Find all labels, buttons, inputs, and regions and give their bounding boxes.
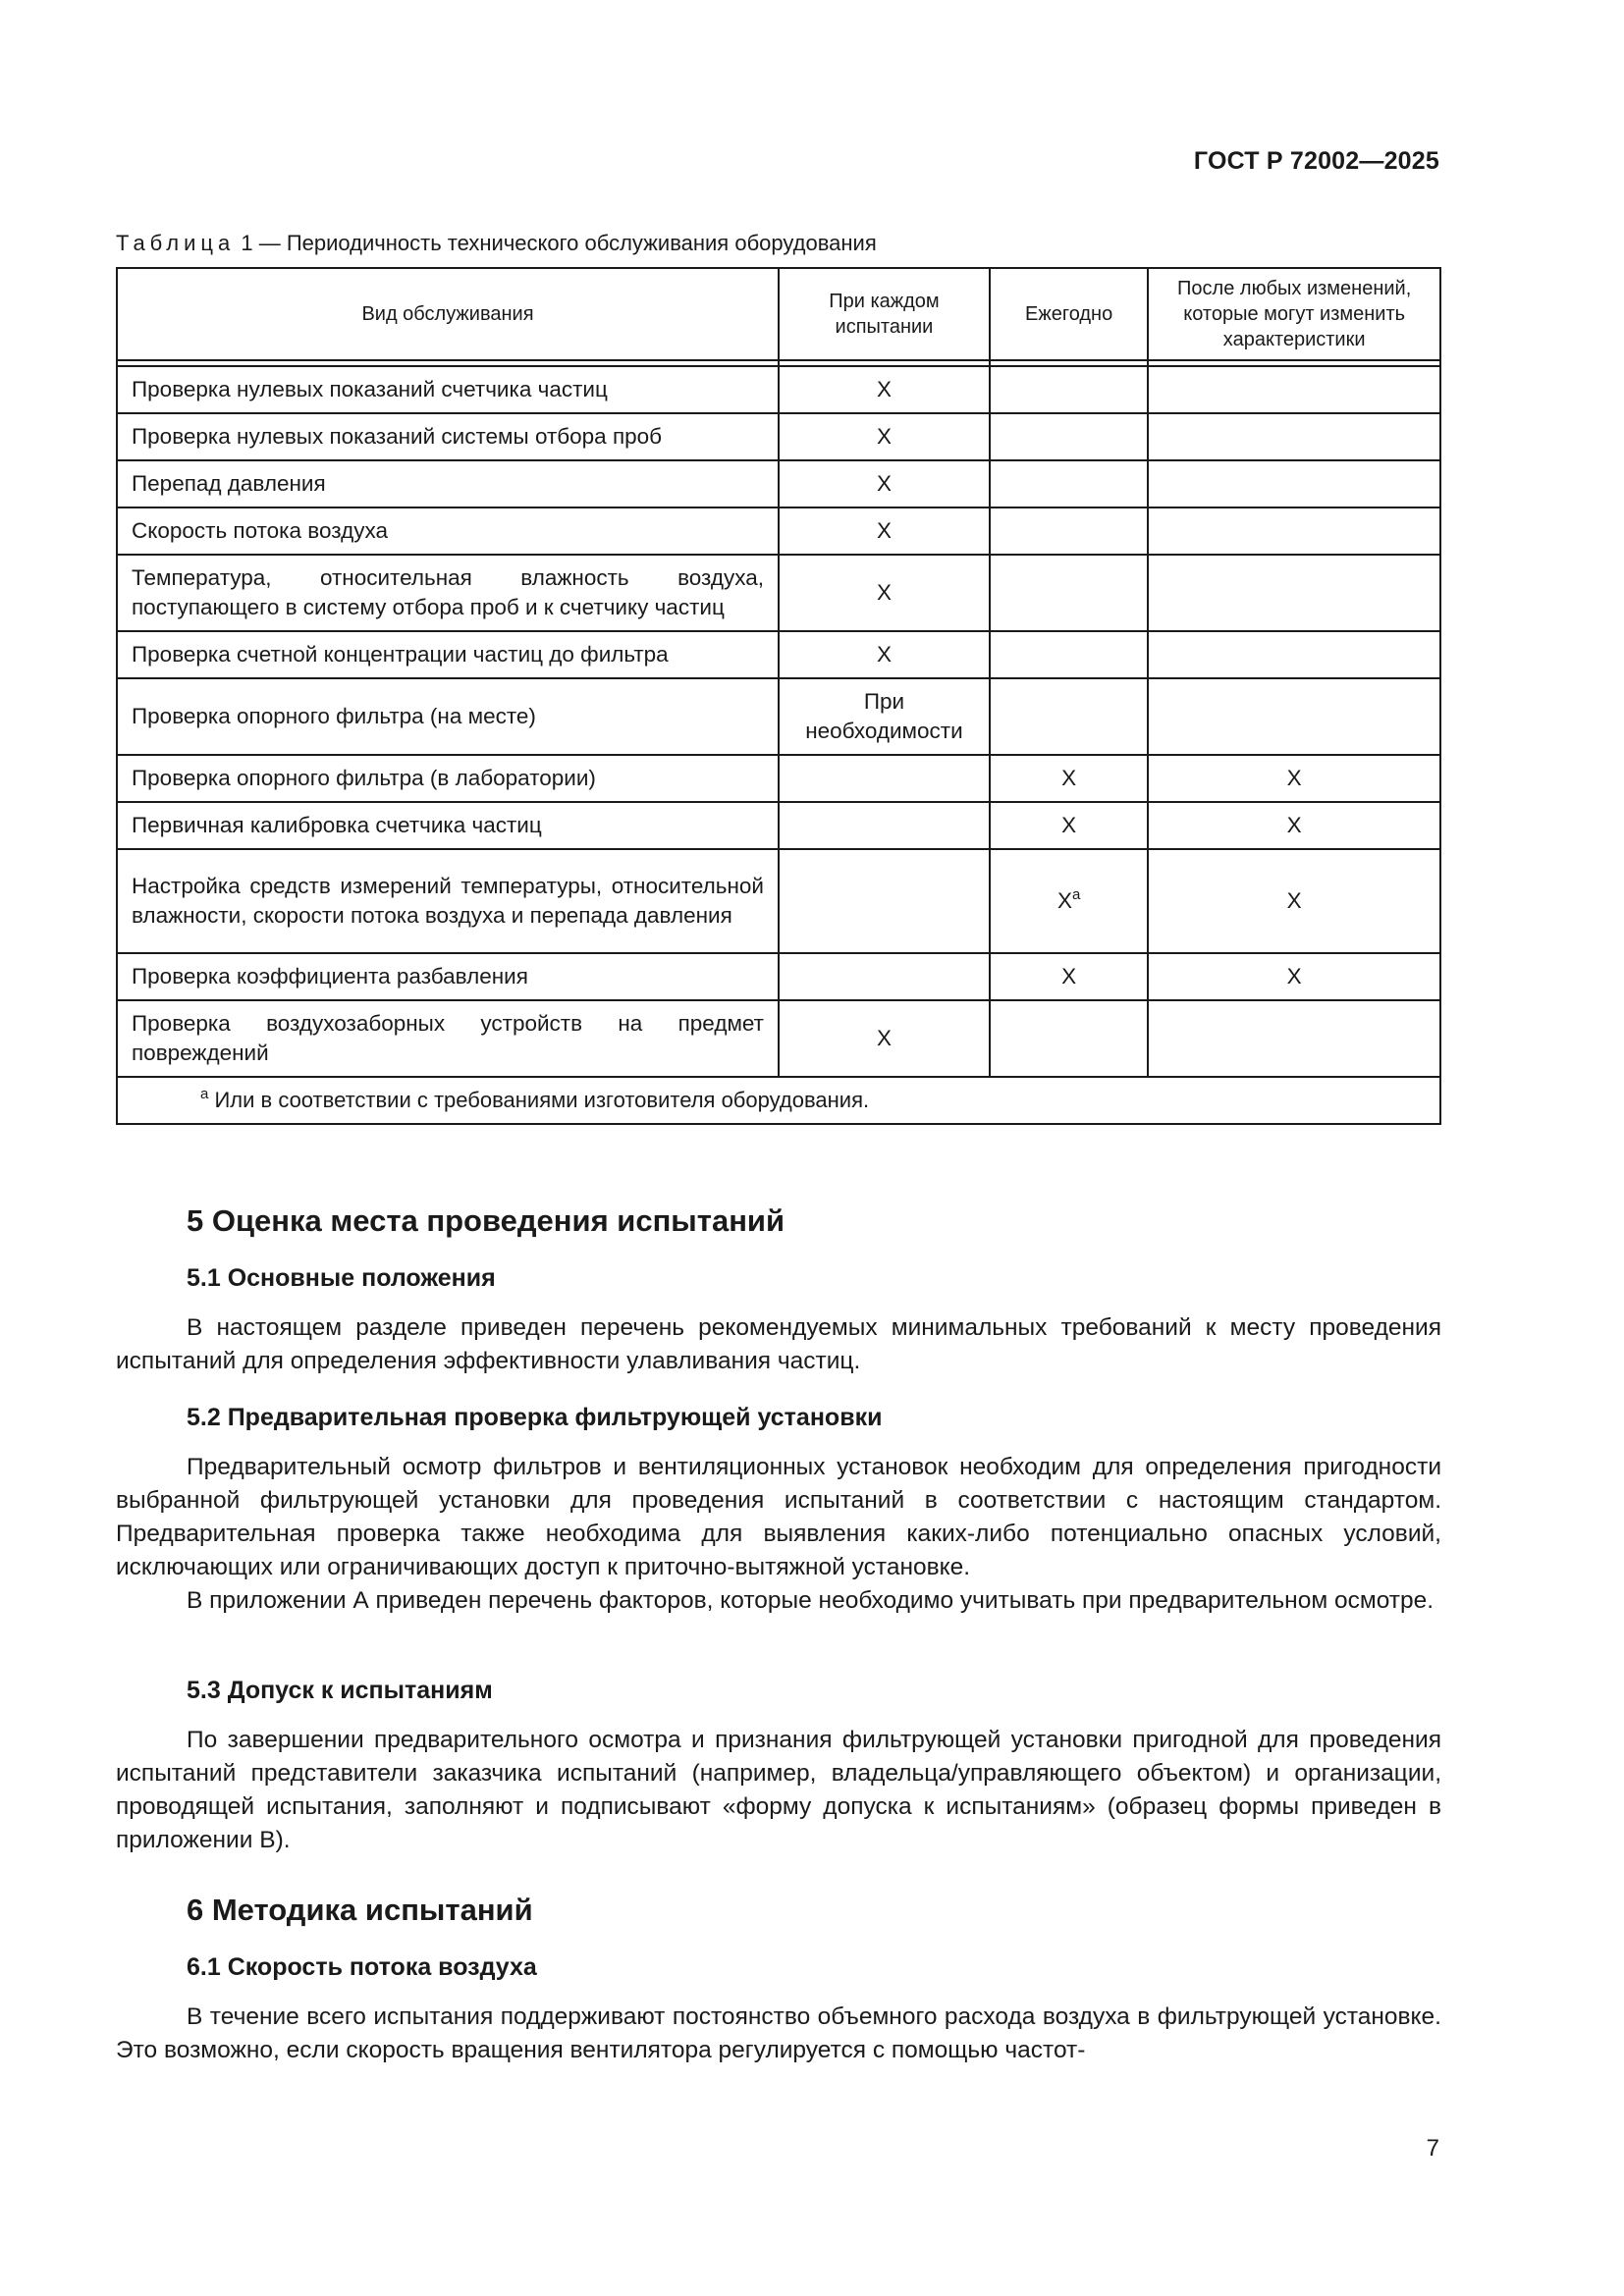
mark-yearly bbox=[990, 631, 1148, 678]
section-5-title: 5 Оценка места проведения испытаний bbox=[187, 1203, 785, 1238]
mark-each-test bbox=[779, 755, 990, 802]
mark-each-test bbox=[779, 953, 990, 1000]
section-5-2-paragraph-1: Предварительный осмотр фильтров и вентиляционных установок необходим для определения пригодности выбранной фильтрующей установки для проведения испытаний в соответствии с настоящим стандартом. Предварительная проверка также необходима для выявления каких-либо потенциально опасных условий, исключающих или ограничивающих доступ к приточно-вытяжной установке. bbox=[116, 1454, 1441, 1580]
table-row bbox=[117, 555, 1440, 631]
mark-each-test bbox=[779, 849, 990, 953]
mark-after-changes: X bbox=[1148, 755, 1440, 802]
mark-each-test: X bbox=[779, 507, 990, 555]
row-name: Перепад давления bbox=[117, 460, 779, 507]
mark-after-changes bbox=[1148, 507, 1440, 555]
section-6-1-title: 6.1 Скорость потока воздуха bbox=[187, 1953, 537, 1981]
page-number: 7 bbox=[1426, 2135, 1439, 2162]
row-name: Проверка воздухозаборных устройств на предмет повреждений bbox=[117, 1000, 779, 1077]
table-row bbox=[117, 802, 1440, 849]
table-row bbox=[117, 366, 1440, 413]
mark-yearly-value: X bbox=[1056, 888, 1072, 913]
table-row bbox=[117, 507, 1440, 555]
row-name: Проверка нулевых показаний счетчика частиц bbox=[117, 366, 779, 413]
footnote-row bbox=[117, 1077, 1440, 1124]
column-header: Вид обслуживания bbox=[117, 268, 779, 360]
section-6-title: 6 Методика испытаний bbox=[187, 1893, 533, 1927]
section-5-3-paragraph: По завершении предварительного осмотра и признания фильтрующей установки пригодной для проведения испытаний представители заказчика испытаний (например, владельца/управляющего объектом) и организации, проводящей испытания, заполняют и подписывают «форму допуска к испытаниям» (образец формы приведен в приложении В). bbox=[116, 1727, 1441, 1853]
table-row bbox=[117, 413, 1440, 460]
table-footnote bbox=[117, 1077, 1440, 1124]
mark-yearly bbox=[990, 460, 1148, 507]
footnote-text: Или в соответствии с требованиями изготовителя оборудования. bbox=[214, 1088, 870, 1112]
table-caption bbox=[116, 231, 877, 256]
mark-yearly bbox=[990, 507, 1148, 555]
mark-each-test bbox=[779, 802, 990, 849]
section-5-2-paragraph-2: В приложении А приведен перечень факторов, которые необходимо учитывать при предварительном осмотре. bbox=[187, 1587, 1435, 1614]
row-name: Температура, относительная влажность воздуха, поступающего в систему отбора проб и к счетчику частиц bbox=[117, 555, 779, 631]
mark-yearly: X bbox=[990, 802, 1148, 849]
row-name: Проверка коэффициента разбавления bbox=[117, 953, 779, 1000]
mark-after-changes bbox=[1148, 460, 1440, 507]
mark-each-test: X bbox=[779, 631, 990, 678]
section-6-1-paragraph: В течение всего испытания поддерживают постоянство объемного расхода воздуха в фильтрующей установке. Это возможно, если скорость вращения вентилятора регулируется с помощью частот- bbox=[116, 2003, 1441, 2063]
document-code: ГОСТ Р 72002—2025 bbox=[1193, 147, 1439, 175]
table-row bbox=[117, 631, 1440, 678]
column-header: После любых изменений, которые могут изменить характеристики bbox=[1148, 268, 1440, 360]
row-name: Настройка средств измерений температуры, относительной влажности, скорости потока воздуха и перепада давления bbox=[117, 849, 779, 953]
section-5-1-paragraph: В настоящем разделе приведен перечень рекомендуемых минимальных требований к месту проведения испытаний для определения эффективности улавливания частиц. bbox=[116, 1314, 1441, 1374]
table-caption-word: Таблица bbox=[116, 231, 236, 255]
mark-after-changes bbox=[1148, 555, 1440, 631]
mark-each-test: X bbox=[779, 555, 990, 631]
mark-after-changes: X bbox=[1148, 953, 1440, 1000]
table-row bbox=[117, 953, 1440, 1000]
column-header: Ежегодно bbox=[990, 268, 1148, 360]
section-5-2-title: 5.2 Предварительная проверка фильтрующей установки bbox=[187, 1404, 883, 1431]
mark-yearly bbox=[990, 1000, 1148, 1077]
row-name: Проверка нулевых показаний системы отбора проб bbox=[117, 413, 779, 460]
mark-after-changes: X bbox=[1148, 802, 1440, 849]
row-name: Проверка опорного фильтра (на месте) bbox=[117, 678, 779, 755]
mark-after-changes bbox=[1148, 1000, 1440, 1077]
mark-yearly: X bbox=[990, 953, 1148, 1000]
mark-yearly bbox=[990, 678, 1148, 755]
table-caption-text: 1 — Периодичность технического обслуживания оборудования bbox=[241, 231, 877, 255]
table-row bbox=[117, 849, 1440, 953]
mark-each-test: X bbox=[779, 1000, 990, 1077]
mark-yearly: X bbox=[990, 755, 1148, 802]
mark-each-test: X bbox=[779, 460, 990, 507]
mark-after-changes bbox=[1148, 678, 1440, 755]
row-name: Скорость потока воздуха bbox=[117, 507, 779, 555]
row-name: Проверка опорного фильтра (в лаборатории) bbox=[117, 755, 779, 802]
section-5-3-title: 5.3 Допуск к испытаниям bbox=[187, 1677, 493, 1704]
row-name: Проверка счетной концентрации частиц до фильтра bbox=[117, 631, 779, 678]
table-row bbox=[117, 1000, 1440, 1077]
mark-each-test: X bbox=[779, 413, 990, 460]
mark-after-changes bbox=[1148, 631, 1440, 678]
mark-after-changes: X bbox=[1148, 849, 1440, 953]
mark-yearly bbox=[990, 413, 1148, 460]
section-5-1-title: 5.1 Основные положения bbox=[187, 1264, 496, 1292]
footnote-ref: a bbox=[1071, 886, 1081, 903]
mark-yearly bbox=[990, 366, 1148, 413]
maintenance-table bbox=[116, 267, 1441, 1125]
table-row bbox=[117, 460, 1440, 507]
mark-after-changes bbox=[1148, 366, 1440, 413]
footnote-mark: a bbox=[200, 1086, 209, 1102]
row-name: Первичная калибровка счетчика частиц bbox=[117, 802, 779, 849]
mark-yearly bbox=[990, 555, 1148, 631]
table-row bbox=[117, 678, 1440, 755]
mark-yearly bbox=[990, 849, 1148, 953]
mark-each-test: При необходимости bbox=[779, 678, 990, 755]
mark-after-changes bbox=[1148, 413, 1440, 460]
table-row bbox=[117, 755, 1440, 802]
mark-each-test: X bbox=[779, 366, 990, 413]
column-header: При каждом испытании bbox=[779, 268, 990, 360]
